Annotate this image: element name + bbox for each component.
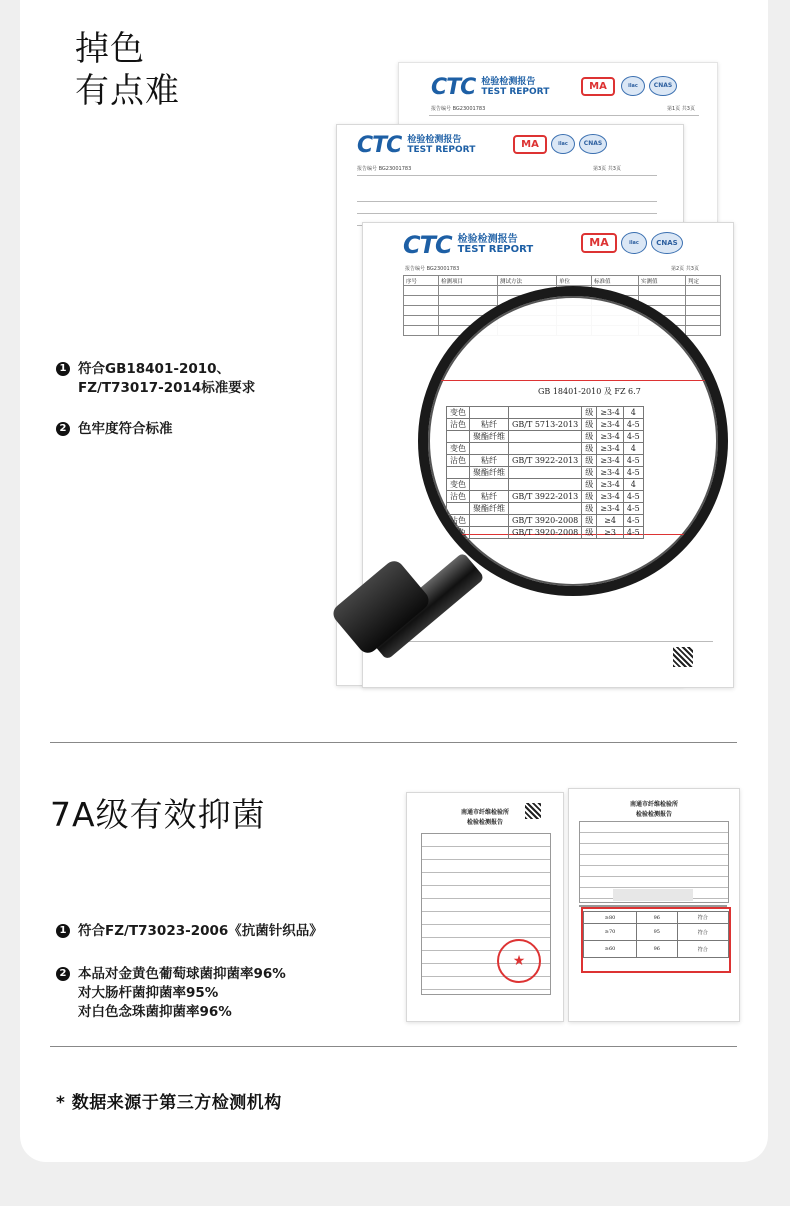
antibacterial-report-2: 南通市纤维检验所 检验检测报告 ≥80 96 符合 ≥70 95 符合 ≥60 96 符合 <box>568 788 740 1022</box>
divider-1 <box>50 742 737 743</box>
section1-bullets <box>56 360 255 453</box>
report-cn-title: 检验检测报告 <box>481 77 536 88</box>
divider-2 <box>50 1046 737 1047</box>
report-table: 序号 检测项目 测试方法 单位 标准值 实测值 判定 <box>403 275 721 336</box>
mag-standard: GB 18401-2010 及 FZ 6.7 <box>538 387 641 396</box>
ma-mark: MA <box>581 77 615 96</box>
bullet2-text: 色牢度符合标准 <box>78 421 173 437</box>
section2-bullet1-text: 符合FZ/T73023-2006《抗菌针织品》 <box>78 923 323 939</box>
antibacterial-results-table: ≥80 96 符合 ≥70 95 符合 ≥60 96 符合 <box>583 911 729 958</box>
ma-mark-2: MA <box>513 135 547 154</box>
ctc-logo: CTC <box>431 75 476 100</box>
bullet-number-1: 1 <box>56 362 70 376</box>
magnified-table: 变色 级 ≥3-4 4 沾色 粘纤 GB/T 5713-2013 级 ≥3-4 4-5 聚酯纤维 级 ≥3-4 4-5 变色 级 ≥3-4 4 沾色 粘纤 GB/T 3922-2013 级 ≥3-4 4-5 聚酯纤维 级 ≥3-4 4-5 变色 级 ≥3-4 4 沾色 粘纤 GB/T 3922-2013 级 ≥3-4 4-5 聚酯纤维 级 ≥3-4 4-5 沾色 GB/T 3920-2008 级 ≥4 4-5 沾色 GB/T 3920-2008 级 ≥3 4-5 <box>446 406 644 539</box>
section1-bullet-2 <box>56 420 255 439</box>
report-page-2: CTC 检验检测报告 TEST REPORT MA ilac CNAS 报告编号 BG23001783 第2页 共3页 序号 检测项目 测试方法 单位 标准值 实测值 判定 <box>362 222 734 688</box>
section1-bullet-1 <box>56 360 255 398</box>
red-seal-icon: ★ <box>497 939 541 983</box>
magnifier-lens <box>418 286 728 596</box>
section2-title: 7A级有效抑菌 <box>50 795 266 834</box>
ilac-mark-icon: ilac <box>621 232 647 254</box>
qr-code-icon <box>673 647 693 667</box>
section2-bullet2-line2: 对大肠杆菌抑菌率95% <box>78 985 219 1001</box>
bullet-number-2: 2 <box>56 422 70 436</box>
report-page-label: 第1页 共3页 <box>667 106 695 112</box>
bullet1-line2: FZ/T73017-2014标准要求 <box>78 380 256 396</box>
section2-bullet-2: 2 本品对金黄色葡萄球菌抑菌率96% 对大肠杆菌抑菌率95% 对白色念珠菌抑菌率96% <box>56 965 323 1022</box>
cnas-mark-2: CNAS <box>579 134 607 154</box>
report-footer-left <box>423 649 425 655</box>
section1-title-line2: 有点难 <box>75 71 180 111</box>
results-highlight-box <box>581 907 731 973</box>
report-en-title: TEST REPORT <box>481 86 550 97</box>
data-source-footnote: * 数据来源于第三方检测机构 <box>56 1093 282 1113</box>
cnas-mark: CNAS <box>649 76 677 96</box>
section2-bullet-1: 1 符合FZ/T73023-2006《抗菌针织品》 <box>56 922 323 941</box>
section1-title-line1: 掉色 <box>75 29 145 69</box>
bullet1-line1: 符合GB18401-2010、 <box>78 361 231 377</box>
section2-bullet2-line3: 对白色念珠菌抑菌率96% <box>78 1004 232 1020</box>
section2-bullet2-line1: 本品对金黄色葡萄球菌抑菌率96% <box>78 966 286 982</box>
report-page-3: CTC 检验检测报告 TEST REPORT MA ilac CNAS 报告编号 BG23001783 第3页 共3页 <box>336 124 684 686</box>
ctc-logo-3: CTC <box>403 231 452 259</box>
ctc-logo-group <box>431 75 549 100</box>
ma-mark-3: MA <box>581 233 617 253</box>
section2-bullets <box>56 922 323 1036</box>
report-number: 报告编号 BG23001783 <box>431 106 486 112</box>
cnas-mark-3: CNAS <box>651 232 683 254</box>
content-card <box>20 0 768 1162</box>
ilac-mark-icon: ilac <box>621 76 645 96</box>
ctc-logo-2: CTC <box>357 133 402 158</box>
qr-code-icon <box>525 803 541 819</box>
antibacterial-report-1: 南通市纤维检验所 检验检测报告 ★ <box>406 792 564 1022</box>
section1-title <box>75 28 180 112</box>
ilac-mark-icon: ilac <box>551 134 575 154</box>
